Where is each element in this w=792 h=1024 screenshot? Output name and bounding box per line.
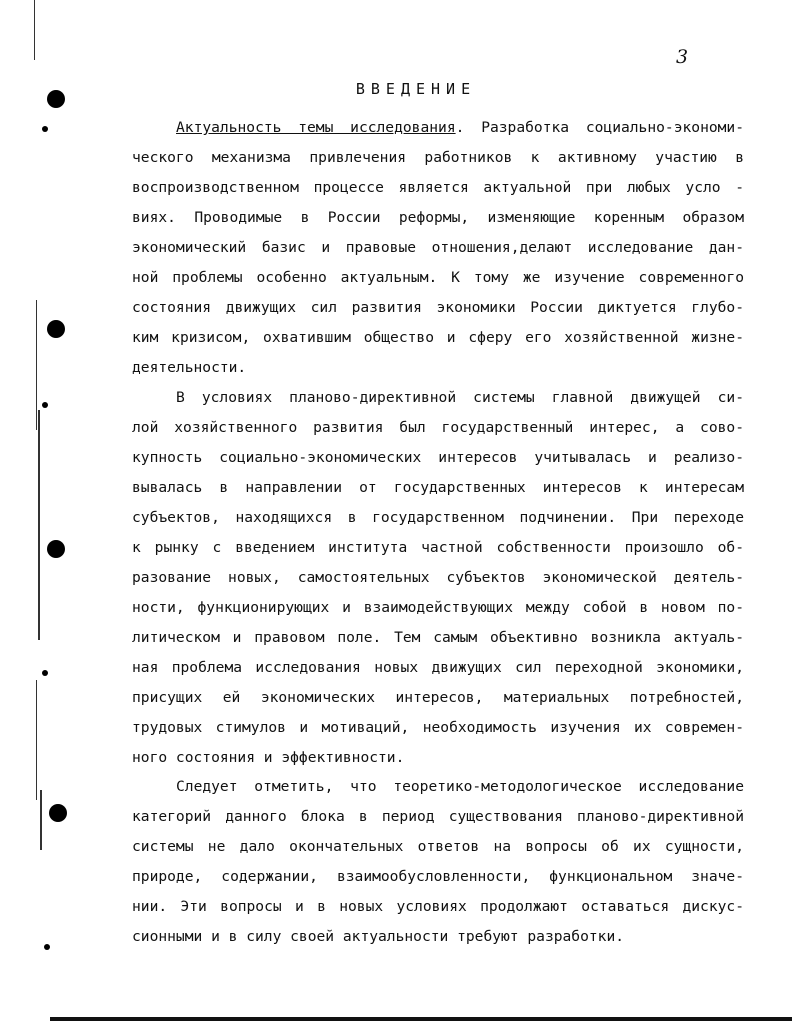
scan-bottom-edge bbox=[50, 1017, 792, 1021]
text-line: категорий данного блока в период существования планово-директивной bbox=[132, 808, 744, 825]
text-line: присущих ей экономических интересов, материальных потребностей, bbox=[132, 689, 744, 706]
text-line: к рынку с введением института частной собственности произошло об- bbox=[132, 539, 744, 556]
text-line: ной проблемы особенно актуальным. К тому же изучение современного bbox=[132, 269, 744, 286]
scan-edge-line bbox=[38, 410, 40, 640]
text-line: литическом и правовом поле. Тем самым объективно возникла актуаль- bbox=[132, 629, 744, 646]
text-line: купность социально-экономических интересов учитывалась и реализо- bbox=[132, 449, 744, 466]
text-line: ческого механизма привлечения работников к активному участию в bbox=[132, 149, 744, 166]
text-line: ная проблема исследования новых движущих сил переходной экономики, bbox=[132, 659, 744, 676]
scan-speck bbox=[44, 944, 50, 950]
text-line: Следует отметить, что теоретико-методологическое исследование bbox=[176, 778, 744, 795]
text-line: воспроизводственном процессе является актуальной при любых усло - bbox=[132, 179, 744, 196]
scan-edge-line bbox=[36, 300, 37, 430]
scan-speck bbox=[42, 402, 48, 408]
text-line: субъектов, находящихся в государственном подчинении. При переходе bbox=[132, 509, 744, 526]
text-line: экономический базис и правовые отношения,делают исследование дан- bbox=[132, 239, 744, 256]
scan-edge-line bbox=[36, 680, 37, 800]
text-line: сионными и в силу своей актуальности требуют разработки. bbox=[132, 928, 625, 945]
scan-speck bbox=[42, 670, 48, 676]
text-line: ного состояния и эффективности. bbox=[132, 749, 405, 766]
text-line: разование новых, самостоятельных субъектов экономической деятель- bbox=[132, 569, 744, 586]
scan-edge-line bbox=[34, 0, 35, 60]
page-number: 3 bbox=[676, 46, 689, 68]
scan-speck bbox=[42, 126, 48, 132]
punch-hole bbox=[47, 320, 65, 338]
text-line: трудовых стимулов и мотиваций, необходимость изучения их современ- bbox=[132, 719, 744, 736]
text-line bbox=[176, 118, 744, 138]
text-line: природе, содержании, взаимообусловленности, функциональном значе- bbox=[132, 868, 744, 885]
punch-hole bbox=[49, 804, 67, 822]
text-line: ким кризисом, охватившим общество и сферу его хозяйственной жизне- bbox=[132, 329, 744, 346]
text-line: виях. Проводимые в России реформы, изменяющие коренным образом bbox=[132, 209, 744, 226]
section-heading-underlined: Актуальность темы исследования bbox=[176, 119, 456, 136]
punch-hole bbox=[47, 540, 65, 558]
text-line: лой хозяйственного развития был государственный интерес, а сово- bbox=[132, 419, 744, 436]
text-line: деятельности. bbox=[132, 359, 247, 376]
text-line: ности, функционирующих и взаимодействующих между собой в новом по- bbox=[132, 599, 744, 616]
text-line: нии. Эти вопросы и в новых условиях продолжают оставаться дискус- bbox=[132, 898, 744, 915]
text-line: В условиях планово-директивной системы главной движущей си- bbox=[176, 389, 744, 406]
text-span: . Разработка социально-экономи- bbox=[455, 119, 744, 136]
section-title: ВВЕДЕНИЕ bbox=[355, 80, 477, 98]
text-line: состояния движущих сил развития экономики России диктуется глубо- bbox=[132, 299, 744, 316]
text-line: системы не дало окончательных ответов на вопросы об их сущности, bbox=[132, 838, 744, 855]
scan-edge-line bbox=[40, 790, 42, 850]
text-line: вывалась в направлении от государственных интересов к интересам bbox=[132, 479, 744, 496]
